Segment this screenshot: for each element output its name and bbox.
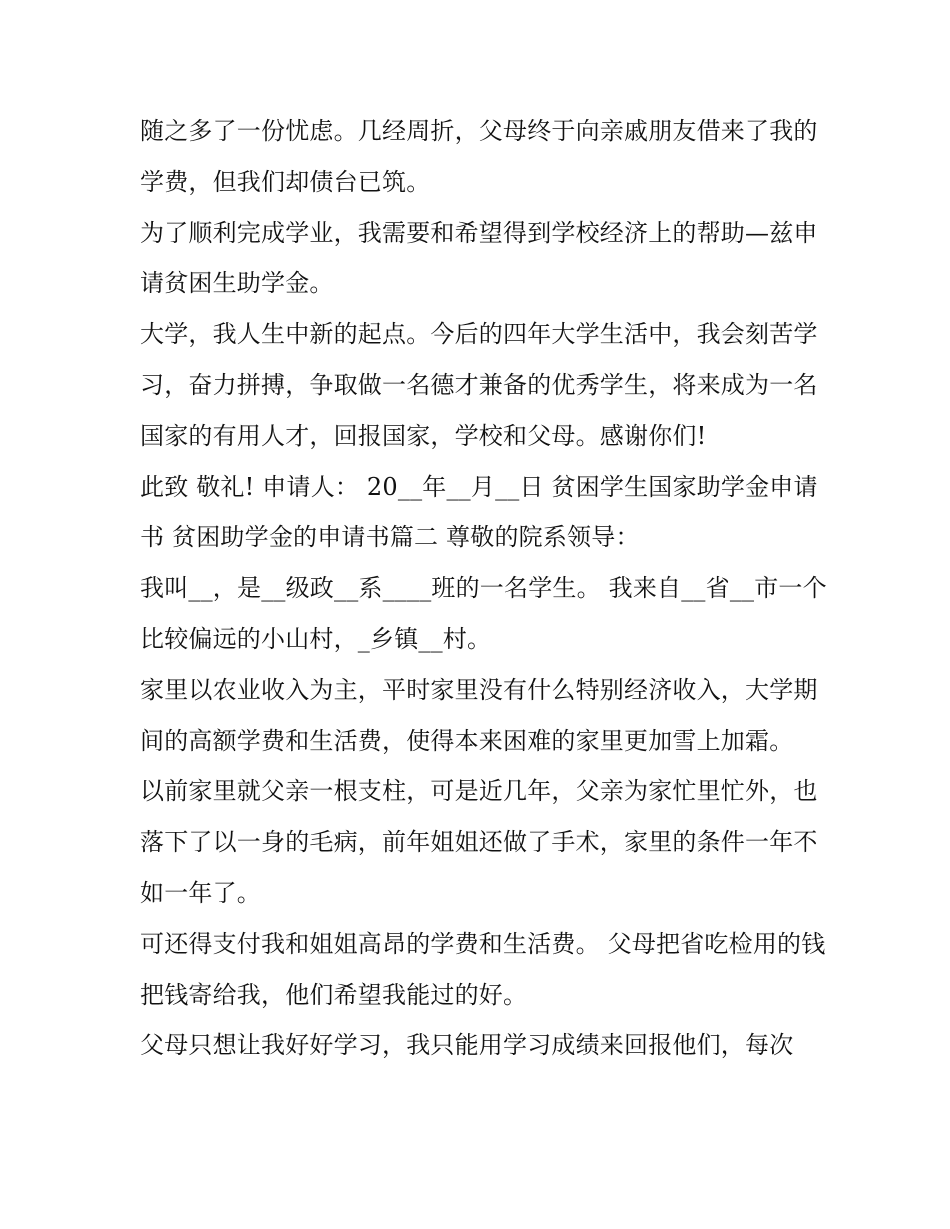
paragraph: 家里以农业收入为主，平时家里没有什么特别经济收入，大学期间的高额学费和生活费，使得本来困难的家里更加雪上加霜。 — [140, 675, 818, 755]
paragraph: 大学，我人生中新的起点。今后的四年大学生活中，我会刻苦学习，奋力拼搏，争取做一名德才兼备的优秀学生，将来成为一名国家的有用人才，回报国家，学校和父母。感谢你们! — [140, 320, 818, 450]
document-body — [140, 106, 830, 1071]
paragraph: 此致 敬礼! 申请人： 20__年__月__日 贫困学生国家助学金申请书 贫困助学金的申请书篇二 尊敬的院系领导： — [140, 472, 818, 552]
paragraph: 为了顺利完成学业，我需要和希望得到学校经济上的帮助—兹申请贫困生助学金。 — [140, 218, 818, 298]
paragraph: 可还得支付我和姐姐高昂的学费和生活费。 父母把省吃检用的钱把钱寄给我，他们希望我能过的好。 — [140, 929, 826, 1009]
paragraph: 我叫__，是__级政__系____班的一名学生。 我来自__省__市一个比较偏远的小山村，_乡镇__村。 — [140, 574, 827, 653]
paragraph: 以前家里就父亲一根支柱，可是近几年，父亲为家忙里忙外，也落下了以一身的毛病，前年姐姐还做了手术，家里的条件一年不如一年了。 — [140, 777, 818, 907]
paragraph: 父母只想让我好好学习，我只能用学习成绩来回报他们，每次 — [140, 1031, 794, 1060]
paragraph: 随之多了一份忧虑。几经周折，父母终于向亲戚朋友借来了我的学费，但我们却债台已筑。 — [140, 117, 818, 196]
